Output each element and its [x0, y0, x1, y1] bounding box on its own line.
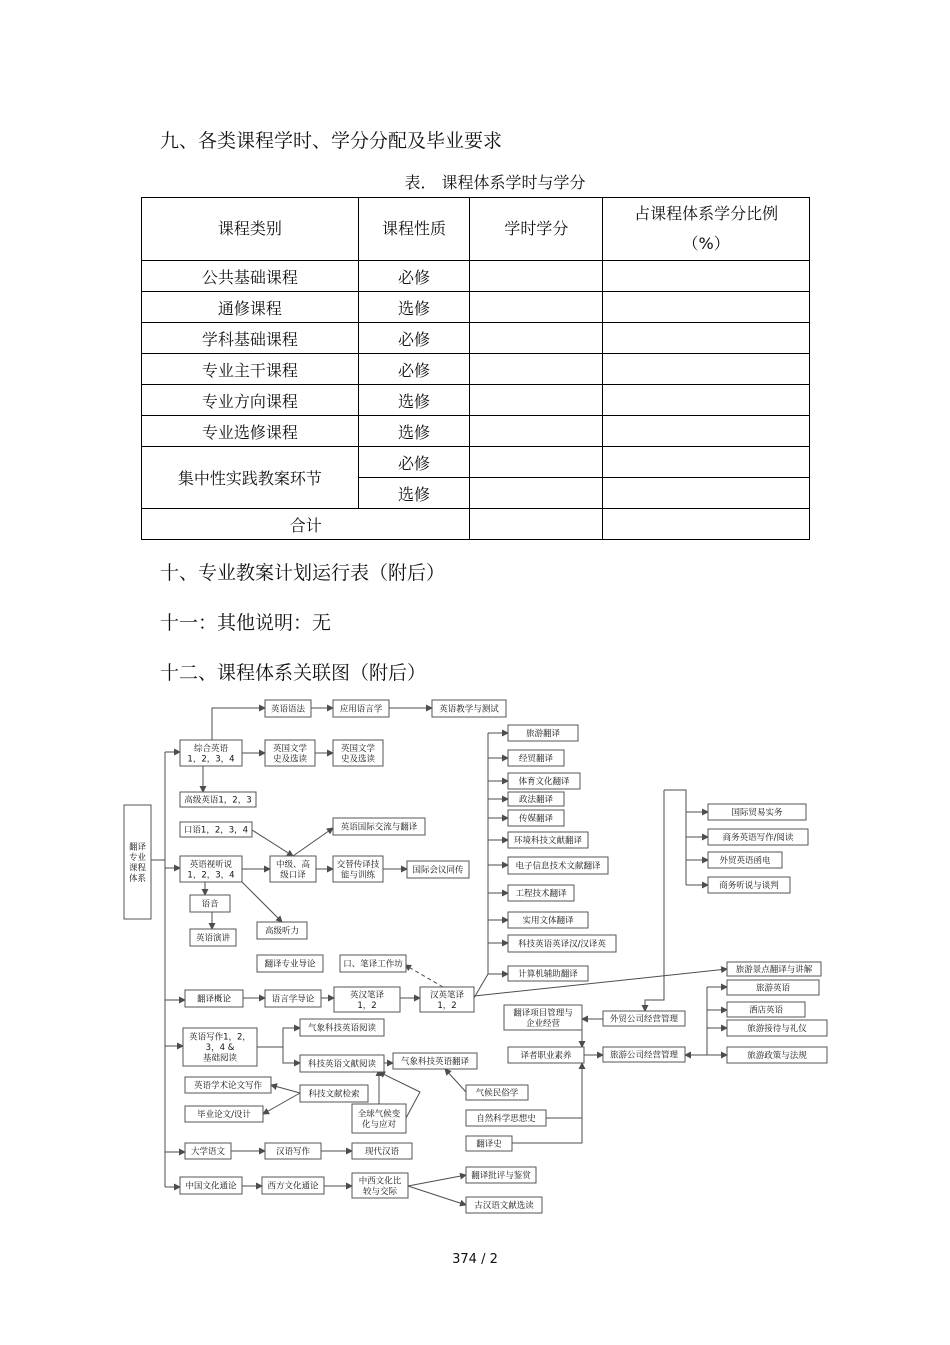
row-category: 通修课程: [142, 292, 359, 323]
row-nature: 必修: [358, 323, 470, 354]
total-label: 合计: [142, 509, 470, 540]
diagram-node-label: 交替传译技: [336, 859, 380, 870]
diagram-node-label: 商务英语写作/阅读: [722, 833, 794, 843]
connector-dashed-line: [405, 965, 443, 987]
diagram-node-modchinese: [352, 1143, 412, 1159]
diagram-node-travelco: [603, 1047, 685, 1062]
diagram-node-ec: [334, 987, 400, 1012]
diagram-node-listen: [180, 856, 242, 882]
diagram-node-label: 汉英笔译: [429, 990, 465, 1001]
diagram-node-label: 英语教学与测试: [439, 704, 499, 715]
diagram-node-tourEng: [727, 980, 819, 995]
diagram-node-label: 气象科技英语翻译: [400, 1057, 470, 1067]
diagram-node-label: 应用语言学: [339, 704, 383, 715]
diagram-node-label: 翻译: [128, 842, 147, 853]
connector-line: [212, 708, 265, 740]
diagram-node-law: [508, 792, 564, 806]
diagram-node-appling: [333, 700, 389, 717]
row-category: 专业选修课程: [142, 416, 359, 447]
diagram-node-label: 英语国际交流与翻译: [340, 822, 418, 833]
diagram-node-label: 级口译: [280, 870, 306, 881]
diagram-node-sport: [508, 773, 580, 789]
diagram-node-label: 译者职业素养: [520, 1051, 572, 1061]
diagram-node-label: 古汉语文献选读: [474, 1201, 534, 1211]
diagram-node-tour: [508, 725, 578, 741]
diagram-node-litsel1: [265, 740, 315, 766]
page-number: 374 / 2: [452, 1252, 498, 1267]
diagram-node-label: 外贸英语函电: [719, 856, 771, 866]
header-ratio-line2: （%）: [682, 234, 730, 253]
diagram-node-label: 毕业论文/设计: [197, 1110, 251, 1120]
diagram-node-classical: [466, 1197, 542, 1213]
header-hours-credits: 学时学分: [470, 198, 603, 261]
diagram-node-westculture: [262, 1177, 324, 1194]
diagram-node-label: 自然科学思想史: [476, 1114, 536, 1124]
connector-line: [408, 1175, 466, 1186]
diagram-node-lingintro: [265, 990, 321, 1007]
row-category: 专业主干课程: [142, 354, 359, 385]
diagram-node-phon: [190, 895, 230, 912]
diagram-node-label: 计算机辅助翻译: [518, 969, 578, 980]
diagram-node-scenic: [727, 962, 821, 976]
diagram-connectors: [150, 708, 727, 1205]
diagram-node-label: 科技英语英译汉/汉译英: [518, 939, 606, 950]
row-nature: 必修: [358, 261, 470, 292]
diagram-node-ce: [420, 987, 474, 1012]
diagram-node-label: 气象科技英语阅读: [307, 1023, 377, 1034]
diagram-node-label: 现代汉语: [364, 1147, 400, 1157]
diagram-node-label: 英语演讲: [195, 933, 231, 944]
diagram-node-practical: [508, 912, 588, 928]
diagram-node-reception: [727, 1020, 827, 1036]
diagram-node-natsci: [466, 1110, 546, 1126]
diagram-node-eit: [508, 857, 608, 874]
diagram-node-conf: [407, 861, 469, 878]
diagram-node-scitech: [508, 935, 616, 952]
diagram-node-label: 3，4 &: [205, 1043, 235, 1053]
diagram-node-speech: [190, 929, 236, 946]
diagram-node-label: 英语语法: [270, 704, 306, 715]
header-category: 课程类别: [142, 198, 359, 261]
diagram-node-label: 翻译史: [476, 1139, 502, 1150]
diagram-node-label: 旅游政策与法规: [747, 1051, 807, 1061]
diagram-node-midadv: [270, 856, 316, 882]
diagram-node-media: [508, 810, 564, 826]
diagram-node-label: 环境科技文献翻译: [513, 836, 583, 846]
section-12-heading: 十二、课程体系关联图（附后）: [160, 662, 427, 684]
connector-line: [445, 1069, 466, 1092]
section-9-heading: 九、各类课程学时、学分分配及毕业要求: [160, 130, 503, 152]
diagram-node-meteoread: [300, 1019, 384, 1036]
diagram-node-label: 旅游翻译: [525, 729, 561, 739]
diagram-node-oral: [180, 822, 252, 837]
diagram-node-label: 国际会议同传: [412, 865, 464, 876]
diagram-node-meteotrans: [393, 1053, 477, 1069]
diagram-node-label: 中西文化比: [358, 1176, 402, 1187]
connector-line: [546, 1063, 582, 1118]
connector-line: [271, 1085, 300, 1093]
diagram-node-chinaculture: [180, 1177, 242, 1194]
diagram-node-label: 科技文献检索: [308, 1089, 360, 1100]
practice-category: 集中性实践教案环节: [142, 447, 359, 509]
diagram-node-label: 英语视听说: [189, 859, 233, 870]
diagram-node-label: 商务听说与谈判: [719, 881, 779, 891]
diagram-node-label: 英汉笔译: [349, 990, 385, 1001]
diagram-node-compeng: [180, 740, 242, 766]
diagram-node-label: 史及选读: [272, 754, 308, 765]
diagram-node-root: [124, 805, 151, 919]
diagram-node-label: 英语学术论文写作: [193, 1081, 263, 1091]
diagram-node-label: 经贸翻译: [518, 754, 554, 764]
diagram-node-intlcomm: [333, 818, 425, 835]
diagram-node-label: 科技英语文献阅读: [307, 1059, 377, 1070]
table-caption: 表． 课程体系学时与学分: [404, 173, 586, 192]
diagram-node-retrieval: [300, 1085, 368, 1102]
diagram-node-academic: [185, 1077, 271, 1093]
row-nature: 选修: [358, 416, 470, 447]
row-nature: 选修: [358, 292, 470, 323]
diagram-node-label: 政法翻译: [518, 795, 554, 805]
diagram-node-label: 酒店英语: [748, 1005, 784, 1016]
section-10-heading: 十、专业教案计划运行表（附后）: [160, 562, 446, 584]
diagram-node-label: 翻译批评与鉴赏: [471, 1171, 531, 1181]
diagram-node-label: 汉语写作: [275, 1147, 311, 1157]
diagram-node-label: 企业经营: [525, 1018, 561, 1029]
diagram-node-teachtest: [432, 700, 506, 717]
diagram-node-meteofolk: [466, 1085, 528, 1100]
diagram-node-eng: [508, 885, 574, 901]
diagram-node-projmgmt: [504, 1005, 582, 1030]
diagram-node-label: 1，2，3，4: [187, 870, 235, 881]
diagram-node-label: 专业: [128, 852, 147, 863]
diagram-node-label: 中国文化通论: [185, 1181, 237, 1192]
diagram-node-literacy: [508, 1047, 584, 1063]
diagram-node-label: 1，2: [357, 1000, 377, 1011]
diagram-node-advlisten: [257, 922, 307, 939]
connector-line: [664, 790, 686, 885]
diagram-node-compare: [352, 1173, 408, 1198]
section-11-heading: 十一：其他说明：无: [160, 612, 332, 634]
diagram-node-label: 1，2: [437, 1000, 457, 1011]
diagram-node-label: 较与交际: [362, 1186, 398, 1197]
diagram-node-thesis: [185, 1106, 263, 1122]
diagram-node-envsci: [508, 832, 588, 848]
connector-line: [293, 828, 333, 856]
connector-line: [283, 1047, 300, 1063]
diagram-node-label: 外贸公司经营管理: [609, 1014, 679, 1025]
diagram-node-label: 能与训练: [340, 870, 376, 881]
diagram-node-label: 旅游景点翻译与讲解: [735, 965, 813, 975]
diagram-node-label: 史及选读: [340, 754, 376, 765]
diagram-node-label: 综合英语: [193, 743, 229, 754]
row-nature: 必修: [358, 354, 470, 385]
diagram-node-criticism: [466, 1167, 536, 1183]
diagram-node-foreigntrade: [603, 1011, 685, 1026]
diagram-node-label: 工程技术翻译: [515, 889, 567, 899]
diagram-node-label: 翻译专业导论: [264, 959, 316, 970]
row-category: 公共基础课程: [142, 261, 359, 292]
connector-line: [257, 1028, 300, 1047]
diagram-node-workshop: [340, 955, 406, 972]
diagram-node-chwriting: [265, 1143, 321, 1159]
diagram-node-hotelEng: [727, 1002, 805, 1017]
diagram-node-label: 口语1，2，3，4: [183, 825, 249, 836]
row-category: 学科基础课程: [142, 323, 359, 354]
diagram-node-label: 语言学导论: [271, 994, 315, 1005]
diagram-node-trade: [708, 804, 806, 820]
diagram-node-label: 英国文学: [340, 743, 376, 754]
connector-line: [242, 882, 282, 922]
diagram-node-writing: [183, 1028, 257, 1066]
diagram-node-adveng: [180, 792, 256, 807]
diagram-node-label: 全球气候变: [357, 1109, 401, 1120]
diagram-node-label: 翻译项目管理与: [513, 1008, 573, 1019]
connector-line: [252, 830, 293, 856]
diagram-node-scireading: [300, 1055, 384, 1072]
diagram-node-label: 语音: [201, 899, 219, 910]
diagram-node-label: 课程: [128, 863, 147, 874]
diagram-node-label: 西方文化通论: [267, 1181, 319, 1192]
practice-nature-required: 必修: [358, 447, 470, 478]
diagram-node-alt: [333, 856, 383, 882]
diagram-node-label: 体育文化翻译: [518, 777, 570, 787]
diagram-node-litsel2: [333, 740, 383, 766]
diagram-node-policy: [727, 1047, 827, 1063]
diagram-node-cat: [508, 966, 588, 981]
diagram-node-bizlisten: [708, 877, 790, 893]
row-nature: 选修: [358, 385, 470, 416]
diagram-node-label: 高级听力: [264, 926, 300, 937]
diagram-node-label: 基础阅读: [202, 1053, 238, 1064]
diagram-node-label: 英语写作1，2，: [189, 1032, 251, 1043]
diagram-node-label: 大学语文: [190, 1147, 226, 1157]
diagram-node-label: 电子信息技术文献翻译: [515, 861, 601, 872]
connector-line: [263, 1093, 300, 1114]
connector-line: [408, 1186, 466, 1205]
diagram-node-label: 旅游公司经营管理: [609, 1050, 679, 1061]
diagram-node-climate: [352, 1104, 406, 1133]
diagram-node-foreignlet: [708, 852, 782, 868]
diagram-node-label: 中级、高: [275, 859, 311, 870]
diagram-node-label: 旅游接待与礼仪: [747, 1024, 807, 1034]
diagram-node-transintro: [185, 990, 243, 1007]
diagram-node-majorintro: [257, 955, 323, 972]
diagram-node-label: 实用文体翻译: [522, 916, 574, 926]
diagram-node-label: 传媒翻译: [518, 814, 554, 824]
diagram-node-label: 气候民俗学: [475, 1088, 519, 1099]
diagram-node-bizwrite: [708, 829, 808, 845]
diagram-node-label: 国际贸易实务: [731, 808, 783, 818]
diagram-node-grammar: [265, 700, 311, 717]
row-category: 专业方向课程: [142, 385, 359, 416]
practice-nature-elective: 选修: [358, 478, 470, 509]
diagram-node-label: 体系: [128, 873, 147, 884]
diagram-node-label: 1，2，3，4: [187, 754, 235, 765]
diagram-node-label: 英国文学: [272, 743, 308, 754]
header-ratio-line1: 占课程体系学分比例: [634, 204, 779, 223]
diagram-node-label: 化与应对: [361, 1119, 397, 1130]
diagram-nodes: [124, 700, 827, 1213]
diagram-node-label: 高级英语1，2，3: [184, 795, 252, 806]
diagram-node-transhist: [466, 1136, 512, 1151]
diagram-node-univchinese: [185, 1143, 231, 1159]
diagram-node-econ: [508, 750, 564, 766]
diagram-node-label: 旅游英语: [755, 983, 791, 994]
diagram-node-label: 口、笔译工作坊: [343, 959, 403, 970]
diagram-node-label: 翻译概论: [196, 994, 232, 1005]
header-nature: 课程性质: [358, 198, 470, 261]
